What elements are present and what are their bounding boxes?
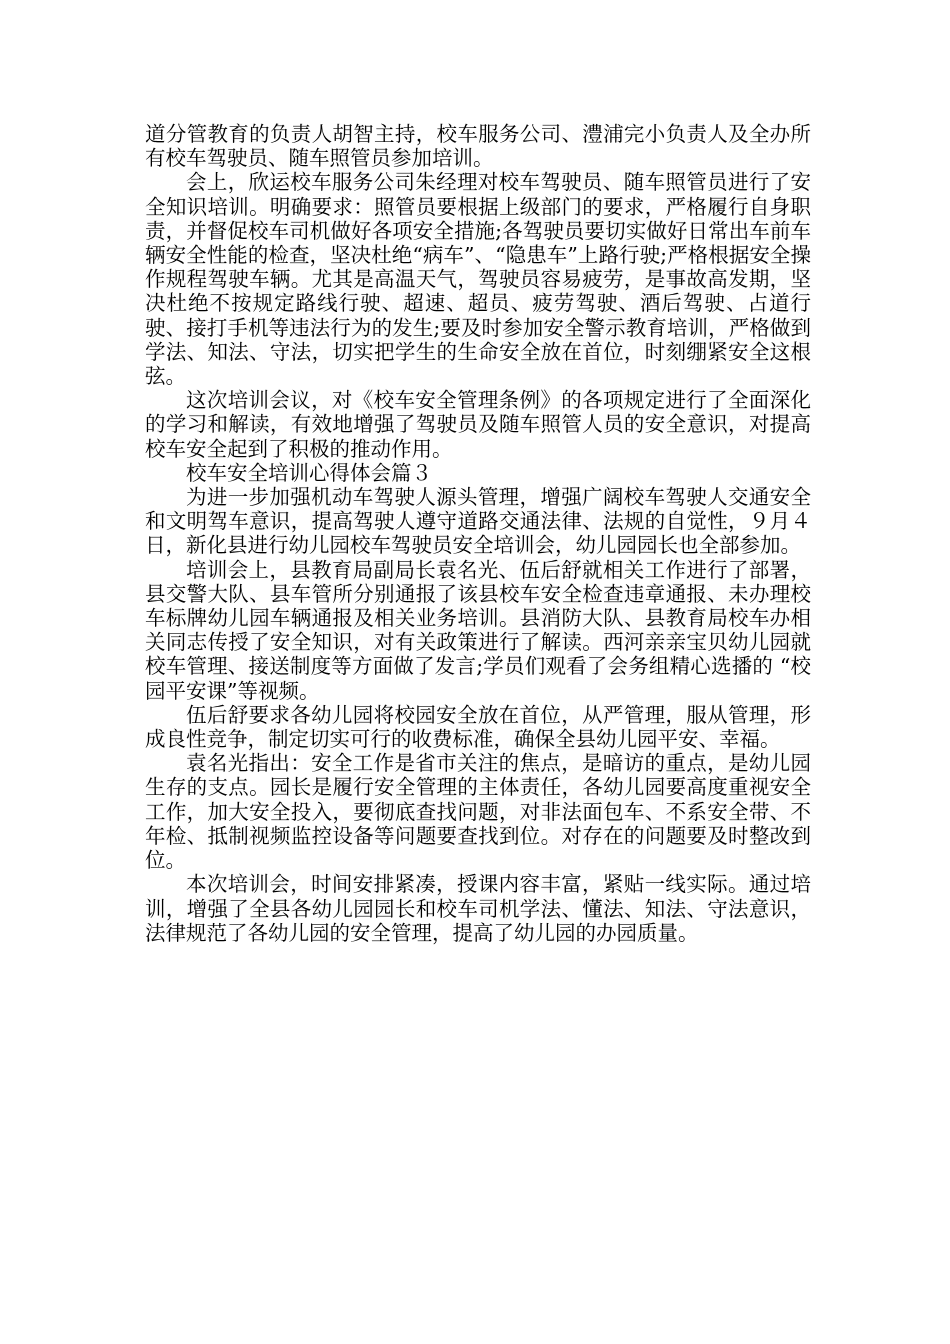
section-heading: 校车安全培训心得体会篇３ <box>186 460 432 485</box>
paragraph-training-content: 会上，欣运校车服务公司朱经理对校车驾驶员、随车照管员进行了安全知识培训。明确要求：照管员要根据上级部门的要求，严格履行自身职责，并督促校车司机做好各项安全措施;各驾驶员要切实做好日常出车前车辆安全性能的检查，坚决杜绝“病车”、“隐患车”上路行驶;严格根据安全操作规程驾驶车辆。尤其是高温天气，驾驶员容易疲劳，是事故高发期，坚决杜绝不按规定路线行驶、超速、超员、疲劳驾驶、酒后驾驶、占道行驶、接打手机等违法行为的发生;要及时参加安全警示教育培训，严格做到学法、知法、守法，切实把学生的生命安全放在首位，时刻绷紧安全这根弦。 <box>145 170 811 389</box>
paragraph-remarks: 袁名光指出：安全工作是省市关注的焦点，是暗访的重点，是幼儿园生存的支点。园长是履行安全管理的主体责任，各幼儿园要高度重视安全工作，加大安全投入，要彻底查找问题，对非法面包车、不系安全带、不年检、抵制视频监控设备等问题要查找到位。对存在的问题要及时整改到位。 <box>145 751 811 873</box>
document-page <box>145 122 811 945</box>
paragraph-requirements: 伍后舒要求各幼儿园将校园安全放在首位，从严管理，服从管理，形成良性竞争，制定切实可行的收费标准，确保全县幼儿园平安、幸福。 <box>145 702 811 752</box>
paragraph-intro: 为进一步加强机动车驾驶人源头管理，增强广阔校车驾驶人交通安全和文明驾车意识，提高驾驶人遵守道路交通法律、法规的自觉性，９月４日，新化县进行幼儿园校车驾驶员安全培训会，幼儿园园长也全部参加。 <box>145 485 811 558</box>
paragraph-conclusion: 本次培训会，时间安排紧凑，授课内容丰富，紧贴一线实际。通过培训，增强了全县各幼儿园园长和校车司机学法、懂法、知法、守法意识，法律规范了各幼儿园的安全管理，提高了幼儿园的办园质量。 <box>145 872 811 945</box>
paragraph-continuation: 道分管教育的负责人胡智主持，校车服务公司、澧浦完小负责人及全办所有校车驾驶员、随车照管员参加培训。 <box>145 122 811 171</box>
paragraph-deployment: 培训会上，县教育局副局长袁名光、伍后舒就相关工作进行了部署，县交警大队、县车管所分别通报了该县校车安全检查违章通报、未办理校车标牌幼儿园车辆通报及相关业务培训。县消防大队、县教育局校车办相关同志传授了安全知识，对有关政策进行了解读。西河亲亲宝贝幼儿园就校车管理、接送制度等方面做了发言;学员们观看了会务组精心选播的 “校园平安课”等视频。 <box>145 557 811 703</box>
paragraph-meeting-summary: 这次培训会议，对《校车安全管理条例》的各项规定进行了全面深化的学习和解读，有效地增强了驾驶员及随车照管人员的安全意识，对提高校车安全起到了积极的推动作用。 <box>145 388 811 461</box>
